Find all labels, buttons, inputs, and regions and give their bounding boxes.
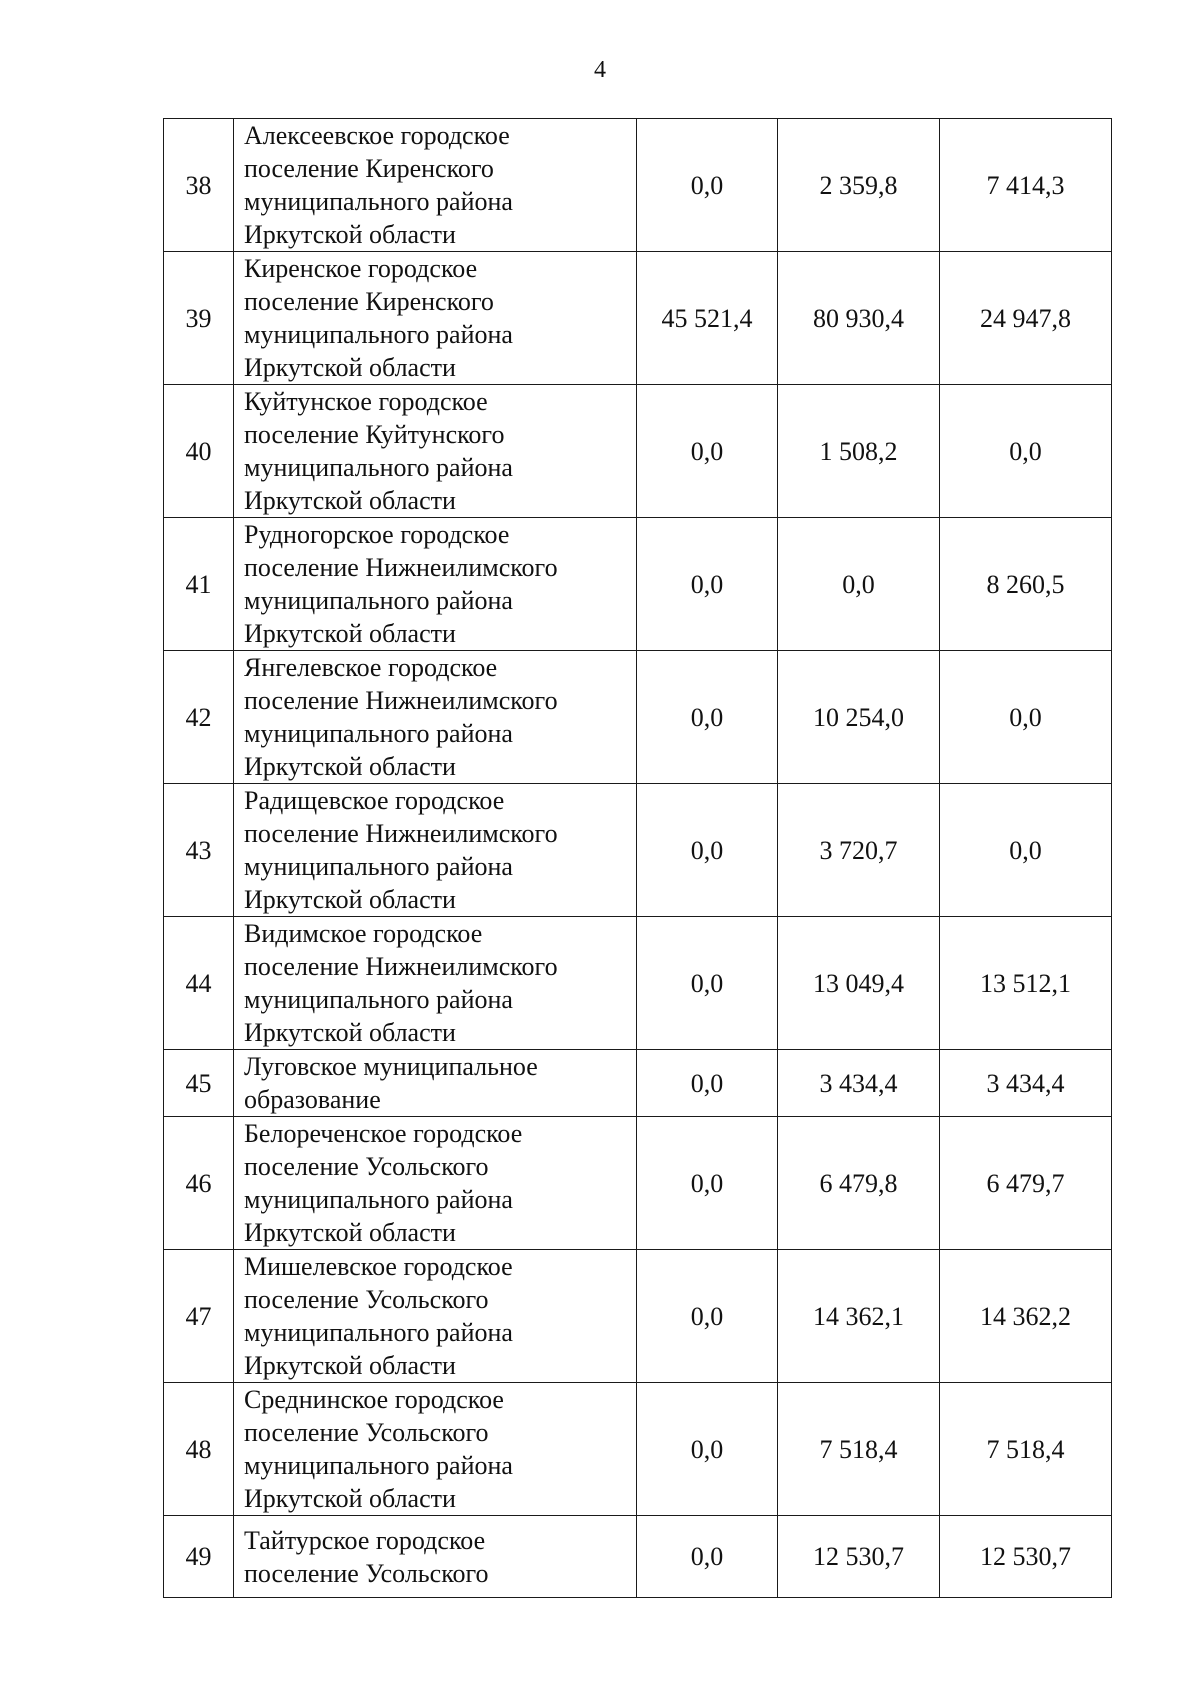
row-number-cell: 47 — [164, 1250, 234, 1383]
municipality-name-line: Куйтунское городское — [244, 387, 488, 416]
municipality-name-line: Иркутской области — [244, 220, 456, 249]
amount-cell-2: 1 508,2 — [778, 385, 940, 518]
municipality-name-line: Иркутской области — [244, 752, 456, 781]
municipality-name-line: поселение Нижнеилимского — [244, 553, 558, 582]
amount-cell-2: 3 434,4 — [778, 1050, 940, 1117]
row-number-cell: 49 — [164, 1516, 234, 1598]
row-number-cell: 46 — [164, 1117, 234, 1250]
row-number-cell: 44 — [164, 917, 234, 1050]
municipality-name-line: поселение Киренского — [244, 287, 494, 316]
amount-cell-2: 13 049,4 — [778, 917, 940, 1050]
municipality-name-line: Иркутской области — [244, 1484, 456, 1513]
municipality-name-line: муниципального района — [244, 1185, 513, 1214]
amount-cell-3: 13 512,1 — [940, 917, 1112, 1050]
municipality-name-cell — [234, 1117, 637, 1250]
amount-cell-1: 0,0 — [637, 784, 778, 917]
municipality-name-cell — [234, 1383, 637, 1516]
municipality-name-line: Янгелевское городское — [244, 653, 498, 682]
amount-cell-1: 0,0 — [637, 119, 778, 252]
municipality-name-line: Мишелевское городское — [244, 1252, 513, 1281]
municipality-name-line: муниципального района — [244, 320, 513, 349]
municipality-name-line: поселение Нижнеилимского — [244, 686, 558, 715]
amount-cell-2: 12 530,7 — [778, 1516, 940, 1598]
amount-cell-1: 0,0 — [637, 1050, 778, 1117]
municipality-name-line: поселение Нижнеилимского — [244, 952, 558, 981]
municipality-name-line: Киренское городское — [244, 254, 478, 283]
table-row — [164, 1516, 1112, 1598]
amount-cell-1: 0,0 — [637, 1117, 778, 1250]
table-row — [164, 917, 1112, 1050]
municipality-name-line: Иркутской области — [244, 353, 456, 382]
row-number-cell: 48 — [164, 1383, 234, 1516]
municipality-name-line: Иркутской области — [244, 1218, 456, 1247]
amount-cell-1: 0,0 — [637, 917, 778, 1050]
table-row — [164, 651, 1112, 784]
municipality-name-line: муниципального района — [244, 985, 513, 1014]
amount-cell-2: 14 362,1 — [778, 1250, 940, 1383]
municipality-name-cell — [234, 1050, 637, 1117]
municipality-name-line: муниципального района — [244, 586, 513, 615]
amount-cell-3: 8 260,5 — [940, 518, 1112, 651]
municipality-name-line: муниципального района — [244, 1451, 513, 1480]
municipality-name-line: поселение Усольского — [244, 1285, 489, 1314]
municipality-name-line: поселение Куйтунского — [244, 420, 505, 449]
amount-cell-3: 12 530,7 — [940, 1516, 1112, 1598]
municipality-name-line: поселение Усольского — [244, 1418, 489, 1447]
table-row — [164, 252, 1112, 385]
amount-cell-2: 80 930,4 — [778, 252, 940, 385]
municipality-name-line: Рудногорское городское — [244, 520, 510, 549]
row-number-cell: 42 — [164, 651, 234, 784]
amount-cell-2: 7 518,4 — [778, 1383, 940, 1516]
table-row — [164, 385, 1112, 518]
amount-cell-3: 0,0 — [940, 784, 1112, 917]
row-number-cell: 43 — [164, 784, 234, 917]
municipality-name-line: образование — [244, 1085, 381, 1114]
amount-cell-2: 0,0 — [778, 518, 940, 651]
table-row — [164, 784, 1112, 917]
municipality-name-line: Среднинское городское — [244, 1385, 504, 1414]
amount-cell-2: 10 254,0 — [778, 651, 940, 784]
data-table — [163, 118, 1112, 1598]
municipality-name-line: поселение Нижнеилимского — [244, 819, 558, 848]
table-row — [164, 518, 1112, 651]
table-row — [164, 1117, 1112, 1250]
municipality-name-line: Иркутской области — [244, 486, 456, 515]
municipality-name-cell — [234, 518, 637, 651]
row-number-cell: 45 — [164, 1050, 234, 1117]
amount-cell-3: 0,0 — [940, 651, 1112, 784]
municipality-name-cell — [234, 1250, 637, 1383]
municipality-name-cell — [234, 119, 637, 252]
municipality-name-line: муниципального района — [244, 453, 513, 482]
table-row — [164, 119, 1112, 252]
municipality-name-cell — [234, 252, 637, 385]
amount-cell-3: 14 362,2 — [940, 1250, 1112, 1383]
amount-cell-3: 3 434,4 — [940, 1050, 1112, 1117]
amount-cell-3: 7 518,4 — [940, 1383, 1112, 1516]
municipality-name-cell — [234, 784, 637, 917]
municipality-name-line: Луговское муниципальное — [244, 1052, 538, 1081]
amount-cell-1: 0,0 — [637, 1516, 778, 1598]
municipality-name-line: поселение Киренского — [244, 154, 494, 183]
page-number: 4 — [594, 57, 606, 83]
municipality-name-cell — [234, 651, 637, 784]
municipality-name-cell — [234, 917, 637, 1050]
amount-cell-3: 0,0 — [940, 385, 1112, 518]
table-row — [164, 1383, 1112, 1516]
municipality-name-line: Иркутской области — [244, 1351, 456, 1380]
row-number-cell: 40 — [164, 385, 234, 518]
municipality-name-line: Тайтурское городское — [244, 1525, 486, 1555]
amount-cell-3: 6 479,7 — [940, 1117, 1112, 1250]
amount-cell-3: 7 414,3 — [940, 119, 1112, 252]
municipality-name-line: поселение Усольского — [244, 1152, 489, 1181]
municipality-name-line: Иркутской области — [244, 1018, 456, 1047]
municipality-name-line: Иркутской области — [244, 619, 456, 648]
amount-cell-1: 45 521,4 — [637, 252, 778, 385]
amount-cell-2: 3 720,7 — [778, 784, 940, 917]
municipality-name-line: муниципального района — [244, 719, 513, 748]
row-number-cell: 38 — [164, 119, 234, 252]
municipality-name-line: муниципального района — [244, 1318, 513, 1347]
amount-cell-1: 0,0 — [637, 385, 778, 518]
municipality-name-line: поселение Усольского — [244, 1558, 489, 1588]
municipality-name-line: Белореченское городское — [244, 1119, 523, 1148]
amount-cell-1: 0,0 — [637, 1383, 778, 1516]
amount-cell-1: 0,0 — [637, 518, 778, 651]
municipality-name-line: муниципального района — [244, 852, 513, 881]
amount-cell-3: 24 947,8 — [940, 252, 1112, 385]
amount-cell-1: 0,0 — [637, 1250, 778, 1383]
municipality-name-cell — [234, 1516, 637, 1598]
municipality-name-line: Алексеевское городское — [244, 121, 510, 150]
municipality-name-line: Радищевское городское — [244, 786, 505, 815]
municipality-name-line: Видимское городское — [244, 919, 483, 948]
amount-cell-2: 2 359,8 — [778, 119, 940, 252]
row-number-cell: 39 — [164, 252, 234, 385]
table-row — [164, 1250, 1112, 1383]
table-body — [164, 119, 1112, 1598]
table-row — [164, 1050, 1112, 1117]
municipality-name-line: муниципального района — [244, 187, 513, 216]
row-number-cell: 41 — [164, 518, 234, 651]
municipality-name-line: Иркутской области — [244, 885, 456, 914]
municipality-name-cell — [234, 385, 637, 518]
amount-cell-2: 6 479,8 — [778, 1117, 940, 1250]
amount-cell-1: 0,0 — [637, 651, 778, 784]
